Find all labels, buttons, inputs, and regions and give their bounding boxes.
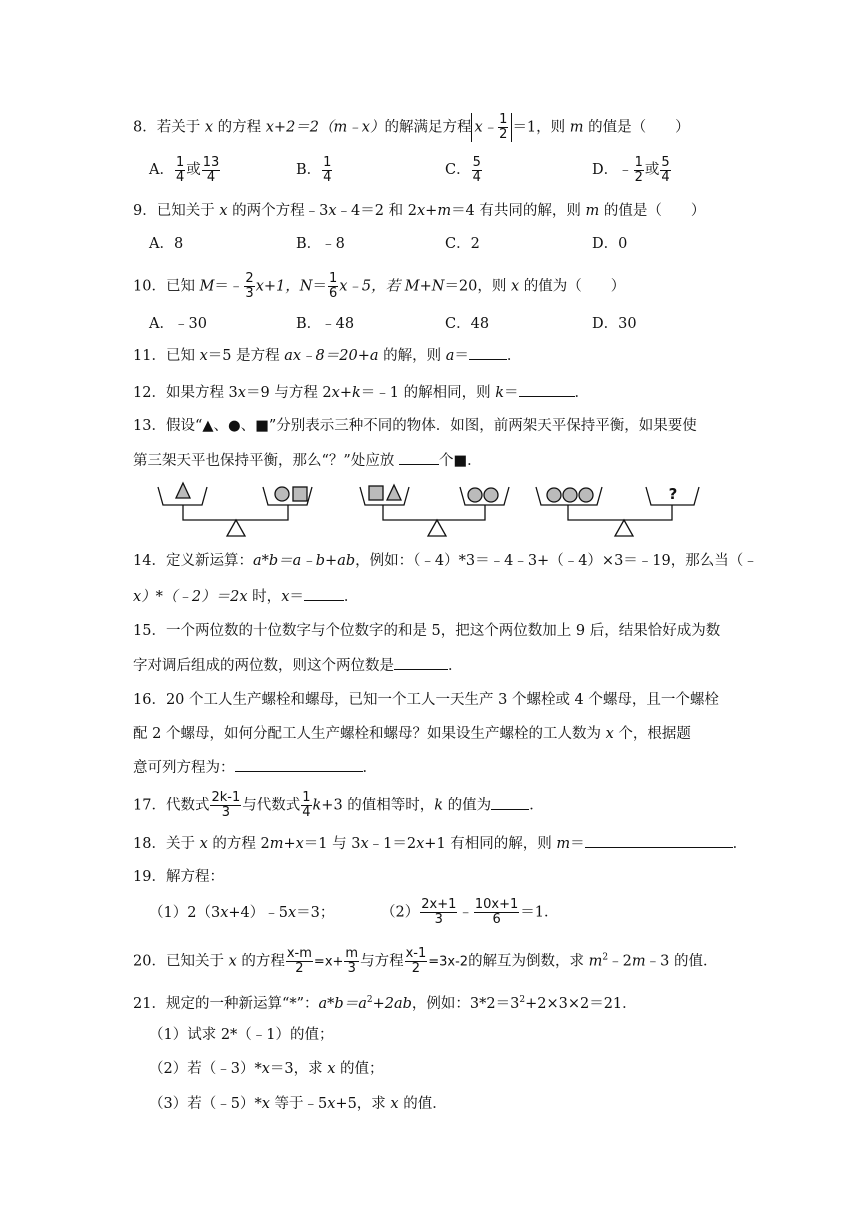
q10-option-d[interactable]: D．30: [592, 316, 637, 332]
q11-text-c: 的解，则: [378, 348, 446, 364]
q19-fraction-1: [420, 898, 457, 927]
q11-var-x: x: [199, 348, 208, 364]
q20-f3-n: x-1: [405, 946, 427, 961]
q10-var-m: M: [199, 278, 215, 295]
question-14-line-2: [133, 586, 358, 607]
q13-answer-blank[interactable]: [399, 450, 439, 465]
q8-option-c-frac: [472, 156, 482, 185]
q21-p2-b: ＝3，求: [269, 1061, 328, 1077]
q21-p3-c: +5，求: [335, 1096, 391, 1112]
q8-option-a[interactable]: [149, 155, 221, 185]
q21-def-a: a*b＝a: [318, 995, 367, 1012]
q20-eq-end: =3x-2: [428, 954, 469, 970]
square-icon: [293, 487, 307, 501]
q8-var-m: m: [569, 119, 584, 136]
q8-option-a-label: A．: [149, 162, 174, 178]
q15-answer-blank[interactable]: [394, 655, 448, 670]
q18-text-f: +1 有相同的解，则: [424, 836, 557, 852]
circle-icon: [484, 488, 498, 502]
q14-line2-d: ．: [343, 589, 359, 605]
q20-var-x: x: [228, 953, 237, 970]
q16-line2-a: 配 2 个螺母，如何分配工人生产螺栓和螺母？如果设生产螺栓的工人数为: [133, 726, 606, 742]
q19-f1-n: 2x+1: [421, 897, 457, 912]
q8-option-d-frac2: [660, 156, 670, 185]
q19-f2-d: 6: [492, 912, 501, 927]
q14-definition: a*b＝a﹣b+ab: [252, 553, 356, 569]
q8-option-c[interactable]: [445, 155, 483, 185]
q18-text-h: ．: [732, 836, 748, 852]
q10-f1-n: 2: [245, 271, 254, 286]
question-16-line-1: 16．20 个工人生产螺栓和螺母，已知一个工人一天生产 3 个螺栓或 4 个螺母，且一个螺栓: [133, 692, 719, 708]
q20-f2-n: m: [345, 946, 359, 961]
triangle-icon: [176, 483, 190, 498]
circle-icon: [579, 488, 593, 502]
q19-p1-c: ＝3；: [296, 905, 335, 921]
question-15-line-2: [133, 655, 463, 676]
q21-p3-b: 等于﹣5: [269, 1096, 328, 1112]
q17-f2-n: 1: [302, 790, 311, 805]
q12-text-f: ．: [574, 385, 590, 401]
q8-options: [149, 155, 749, 185]
q15-line2-b: ．: [448, 658, 463, 674]
q9-var-m: m: [585, 203, 600, 219]
q8-a-n1: 1: [175, 154, 185, 170]
q21-p3-d: 的值．: [398, 1096, 447, 1112]
q9-var-m: m: [437, 203, 452, 219]
q14-line2-b: 时，: [247, 589, 282, 605]
question-19-part-2: [381, 898, 559, 927]
q19-f2-n: 10x+1: [474, 897, 519, 912]
q14-var-x: x: [281, 589, 290, 605]
balance-scale-1: [158, 483, 312, 536]
q8-d-or: 或: [644, 162, 660, 178]
q12-var-x: x: [331, 385, 340, 401]
q18-var-x: x: [295, 836, 304, 852]
q12-var-x: x: [237, 385, 246, 401]
q11-text-d: ＝: [454, 348, 469, 364]
scale-3-beam: [568, 505, 672, 520]
q19-var-x: x: [220, 905, 229, 921]
q19-p1-b: +4）﹣5: [228, 905, 288, 921]
q8-option-b-frac: [322, 156, 332, 185]
question-11: [133, 345, 521, 366]
q18-text-g: ＝: [570, 836, 585, 852]
circle-icon: [563, 488, 577, 502]
q21-p3-a: （3）若（﹣5）*: [149, 1096, 262, 1112]
q20-f2-d: 3: [347, 961, 356, 976]
q20-fraction-1: [286, 947, 313, 976]
q19-f1-d: 3: [434, 912, 443, 927]
q17-fraction-2: [301, 791, 311, 820]
question-13-line-1: 13．假设“▲、●、■”分别表示三种不同的物体．如图，前两架天平保持平衡，如果要使: [133, 418, 697, 434]
q9-var-x: x: [328, 203, 337, 219]
circle-icon: [275, 487, 289, 501]
q8-option-c-label: C．: [445, 162, 471, 178]
q19-p2-label: （2）: [381, 904, 420, 921]
scale-1-beam: [183, 505, 288, 520]
q14-text-a: 14．定义新运算：: [133, 553, 253, 569]
q20-text-d: 的解互为倒数，求: [468, 953, 589, 970]
q17-var-k: k: [434, 797, 444, 814]
circle-icon: [547, 488, 561, 502]
q12-text-b: ＝9 与方程 2: [245, 385, 332, 401]
q18-text-e: ﹣1＝2: [368, 836, 417, 852]
q16-answer-blank[interactable]: [235, 757, 363, 772]
q9-option-c[interactable]: C．2: [445, 236, 480, 252]
q20-text-c: 与方程: [360, 953, 404, 970]
scale-3-fulcrum-icon: [615, 520, 633, 536]
q8-c-n: 5: [472, 154, 481, 170]
q21-superscript: 2: [366, 995, 373, 1005]
q20-var-m: m: [631, 953, 646, 970]
q18-var-x: x: [416, 836, 425, 852]
question-21-part-3: [149, 1094, 447, 1114]
q8-c-d: 4: [472, 169, 481, 185]
q10-text-b: ＝﹣: [214, 278, 244, 295]
q17-fraction-1: [210, 791, 241, 820]
balance-scales-figure: [150, 478, 710, 544]
question-21-part-2: [149, 1059, 384, 1079]
q10-var-x: x: [511, 278, 520, 295]
q17-text-b: 与代数式: [242, 797, 301, 814]
q8-d-n1: 1: [634, 154, 643, 170]
q10-text-e: x﹣5，若: [339, 278, 405, 295]
q10-text-c: x+1，: [255, 278, 300, 295]
q8-d-sign: ﹣: [618, 162, 633, 178]
q17-f1-n: 2k-1: [211, 790, 241, 805]
q10-option-c[interactable]: C．48: [445, 316, 490, 332]
q19-var-x: x: [287, 905, 297, 921]
q14-text-b: ，例如：（﹣4）*3＝﹣4﹣3+（﹣4）×3＝﹣19，那么当（﹣: [355, 553, 758, 569]
q11-equation: ax﹣8＝20+a: [284, 348, 379, 364]
q8-text-4: 的值是（ ）: [583, 119, 690, 136]
q21-var-x: x: [261, 1096, 270, 1112]
q14-line2-c: ＝: [289, 589, 304, 605]
square-icon: [369, 486, 383, 500]
triangle-icon: [387, 485, 401, 500]
q9-text-b: 的两个方程﹣3: [227, 203, 329, 219]
q8-option-a-frac2: [202, 156, 221, 185]
q10-f1-d: 3: [245, 286, 254, 301]
q19-fraction-2: [474, 898, 519, 927]
q13-text-a: 第三架天平也保持平衡，那么“？”处应放: [133, 453, 399, 469]
q21-text-b: ，例如：3*2＝3: [411, 995, 520, 1012]
q18-text-c: +: [283, 836, 296, 852]
q10-fraction-1: [244, 272, 254, 301]
q17-var-k: k: [312, 797, 322, 814]
scale-2-left-pan: [360, 487, 409, 505]
q8-a-or: 或: [186, 162, 201, 178]
q21-p2-a: （2）若（﹣3）*: [149, 1061, 262, 1077]
q21-text-a: 21．规定的一种新运算“*”：: [133, 995, 319, 1012]
question-13-line-2: [133, 450, 482, 471]
q8-abs-den: 2: [499, 127, 508, 142]
q14-line2-a: x）*（﹣2）＝2: [133, 589, 240, 605]
q18-text-b: 的方程 2: [207, 836, 270, 852]
q13-text-b: 个■．: [438, 453, 482, 469]
q15-line2-a: 字对调后组成的两位数，则这个两位数是: [133, 658, 394, 674]
q18-var-x: x: [199, 836, 208, 852]
q10-f2-d: 6: [328, 286, 338, 301]
q11-var-a: a: [445, 348, 455, 364]
q10-text-d: ＝: [312, 278, 327, 295]
q17-text-d: 的值为: [443, 797, 492, 814]
q8-d-d2: 4: [661, 169, 670, 185]
balance-scale-2: [360, 485, 509, 536]
q9-options: [149, 229, 749, 259]
question-10: [133, 272, 625, 301]
q8-text-3: ＝1，则: [512, 119, 570, 136]
q12-text-d: ＝﹣1 的解相同，则: [360, 385, 496, 401]
q21-def-b: +2ab: [372, 995, 412, 1012]
q18-answer-blank[interactable]: [585, 833, 733, 848]
q10-var-mn: M+N: [404, 278, 445, 295]
q20-var-m: m: [588, 953, 603, 970]
q10-var-n: N: [299, 278, 313, 295]
q21-var-x: x: [390, 1096, 399, 1112]
question-17: [133, 791, 544, 820]
q20-text-e: ﹣2: [608, 953, 632, 970]
q11-text-e: ．: [506, 348, 522, 364]
q14-answer-blank[interactable]: [304, 586, 344, 601]
q21-p2-c: 的值；: [335, 1061, 384, 1077]
q12-text-a: 12．如果方程 3: [133, 385, 238, 401]
q21-superscript: 2: [519, 995, 526, 1005]
q20-text-b: 的方程: [236, 953, 285, 970]
scale-2-fulcrum-icon: [428, 520, 446, 536]
q19-minus: ﹣: [458, 904, 473, 921]
q20-f1-d: 2: [295, 961, 304, 976]
q8-abs-x: x﹣: [474, 119, 498, 136]
q17-text-a: 17．代数式: [133, 797, 210, 814]
q8-text-2: 的解满足方程: [384, 119, 472, 136]
q16-var-x: x: [605, 726, 614, 742]
q20-superscript: 2: [602, 952, 609, 963]
question-21: [133, 990, 637, 1014]
q8-b-d: 4: [323, 169, 332, 185]
q8-option-b-label: B．: [296, 162, 322, 178]
q8-text: 的方程: [213, 119, 266, 136]
q10-text-g: 的值为（ ）: [519, 278, 626, 295]
q16-line3-b: ．: [362, 760, 377, 776]
q9-text-c: ﹣4＝2 和 2: [336, 203, 417, 219]
q14-var-x: x: [239, 589, 248, 605]
question-mark-label: ?: [668, 485, 678, 503]
q9-option-a[interactable]: A．8: [149, 236, 184, 252]
q21-text-c: +2×3×2＝21．: [525, 995, 637, 1012]
q9-text-f: 的值是（ ）: [599, 203, 706, 219]
q8-abs-num: 1: [499, 112, 508, 127]
q18-var-x: x: [360, 836, 369, 852]
question-20: [133, 947, 717, 976]
q21-var-x: x: [261, 1061, 270, 1077]
q8-b-n: 1: [323, 154, 332, 170]
q20-fraction-3: [405, 947, 428, 976]
q17-f1-d: 3: [221, 805, 230, 820]
q12-var-k: k: [495, 385, 505, 401]
q20-f1-n: x-m: [286, 946, 312, 961]
q10-options: [149, 309, 749, 339]
q9-text-e: ＝4 有共同的解，则: [451, 203, 586, 219]
q8-absolute-value: [471, 113, 512, 142]
scale-2-beam: [383, 505, 485, 520]
q8-d-n2: 5: [661, 154, 670, 170]
question-9: [133, 201, 705, 221]
q18-var-m: m: [556, 836, 571, 852]
q9-text-d: +: [425, 203, 438, 219]
q18-text-a: 18．关于: [133, 836, 200, 852]
q20-eq-mid: =x+: [313, 954, 344, 970]
q19-p2-end: ＝1．: [520, 904, 559, 921]
q8-d-d1: 2: [634, 169, 643, 185]
q10-option-b[interactable]: B．﹣48: [296, 316, 355, 332]
q11-text-b: ＝5 是方程: [207, 348, 285, 364]
q8-var-x: x: [204, 119, 214, 136]
question-15-line-1: 15．一个两位数的十位数字与个位数字的和是 5，把这个两位数加上 9 后，结果恰好成为数: [133, 623, 721, 639]
q12-text-e: ＝: [504, 385, 519, 401]
q11-answer-blank[interactable]: [469, 345, 507, 360]
q21-var-x: x: [327, 1096, 336, 1112]
question-18: [133, 833, 747, 854]
q8-option-d[interactable]: [592, 155, 672, 185]
q17-f2-d: 4: [302, 805, 311, 820]
q16-line2-b: 个，根据题: [613, 726, 691, 742]
q10-text-a: 10．已知: [133, 278, 200, 295]
question-16-line-2: [133, 724, 691, 744]
q8-option-a-frac1: [175, 156, 185, 185]
q8-option-d-frac1: [634, 156, 644, 185]
q8-option-b[interactable]: [296, 155, 333, 185]
q9-option-b[interactable]: B．﹣8: [296, 236, 345, 252]
q8-a-d2: 4: [206, 169, 216, 185]
q17-text-c: +3 的值相等时，: [321, 797, 435, 814]
question-19-title: 19．解方程：: [133, 869, 224, 885]
q8-a-n2: 13: [202, 154, 220, 170]
q17-text-e: ．: [529, 797, 544, 814]
q10-f2-n: 1: [328, 271, 338, 286]
q16-line3-a: 意可列方程为：: [133, 760, 235, 776]
q8-prefix: 8．若关于: [133, 119, 205, 136]
q9-var-x: x: [219, 203, 228, 219]
q10-option-a[interactable]: A．﹣30: [149, 316, 207, 332]
q12-text-c: +: [339, 385, 352, 401]
q8-option-d-label: D．: [592, 162, 619, 178]
q20-fraction-2: [344, 947, 359, 976]
circle-icon: [468, 488, 482, 502]
question-12: [133, 382, 589, 403]
question-21-part-1: （1）试求 2*（﹣1）的值；: [149, 1027, 334, 1043]
q10-text-f: ＝20，则: [444, 278, 511, 295]
q18-var-m: m: [269, 836, 284, 852]
q9-text-a: 9．已知关于: [133, 203, 220, 219]
scale-1-fulcrum-icon: [227, 520, 245, 536]
question-14-line-1: [133, 551, 758, 571]
q8-a-d1: 4: [175, 169, 185, 185]
question-8: [133, 113, 690, 142]
q18-text-d: ＝1 与 3: [303, 836, 361, 852]
q10-fraction-2: [328, 272, 338, 301]
question-19-part-1: [149, 903, 334, 923]
q9-option-d[interactable]: D．0: [592, 236, 628, 252]
q8-abs-fraction: [498, 113, 508, 142]
q17-answer-blank[interactable]: [491, 795, 529, 810]
q21-var-x: x: [327, 1061, 336, 1077]
q9-var-x: x: [416, 203, 426, 219]
q12-answer-blank[interactable]: [519, 382, 575, 397]
q20-text-a: 20．已知关于: [133, 953, 229, 970]
q19-p1-a: （1）2（3: [149, 905, 221, 921]
q12-var-k: k: [352, 385, 361, 401]
q20-text-f: ﹣3 的值．: [645, 953, 718, 970]
q8-equation: x+2＝2（m﹣x）: [265, 119, 385, 136]
question-16-line-3: [133, 757, 377, 778]
q11-text-a: 11．已知: [133, 348, 200, 364]
q20-f3-d: 2: [411, 961, 421, 976]
